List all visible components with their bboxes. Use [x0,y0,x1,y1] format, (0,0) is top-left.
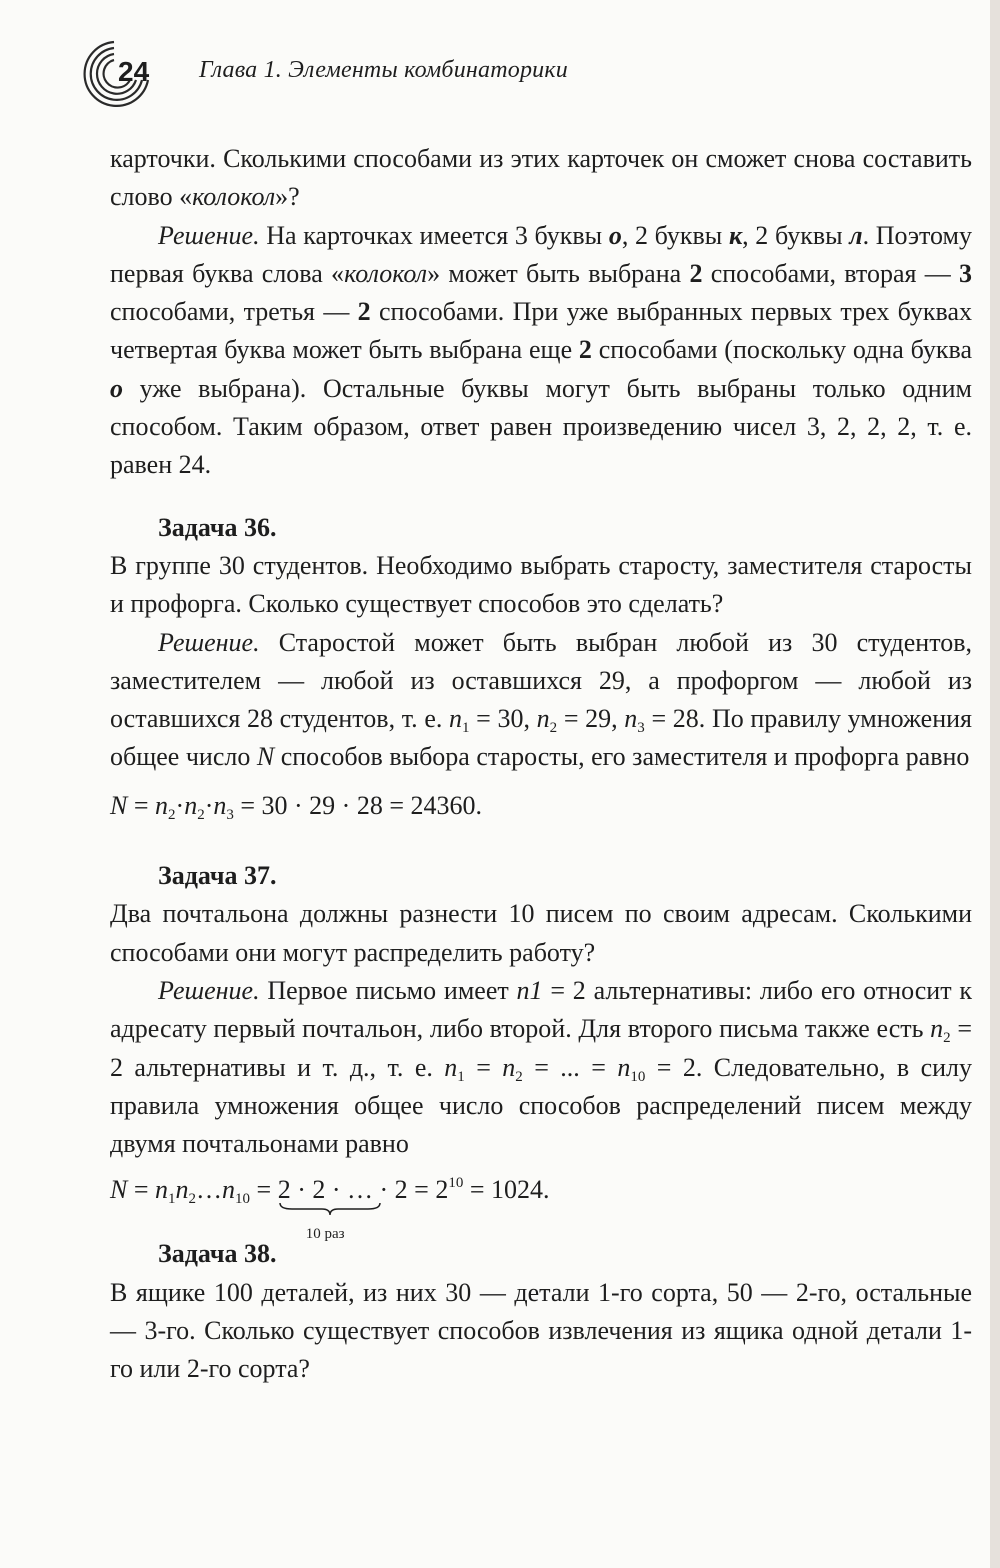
task-36-solution: Решение. Старостой может быть выбран любой из 30 студентов, заместителем — любой из оставшихся 29, а профоргом — любой из оставшихся 28 студентов, т. е. $n_1 = 30$, $n_2 = 29$, $n_3 = 28$. По правилу умножения общее число N способов выбора старосты, его заместителя и профорга равно [110,627,972,772]
underbrace-label: 10 раз [305,1226,345,1243]
underbrace-product: 2 · 2 · … · 2 10 раз [278,1171,408,1209]
task-37-text: Два почтальона должны разнести 10 писем по своим адресам. Сколькими способами они могут распределить работу? [110,899,972,967]
task-36-text: В группе 30 студентов. Необходимо выбрать старосту, заместителя старосты и профорга. Сколько существует способов это сделать? [110,550,972,619]
running-title: Глава 1. Элементы комбинаторики [199,57,568,83]
page-body [110,140,972,1389]
page-edge-shadow [990,0,1000,1568]
page-number: 24 [118,56,150,87]
task-36-formula: $N = n_2\cdot n_2\cdot n_3 = 30 \cdot 29 \cdot 28 = 24360$. [110,790,483,823]
task-36-title: Задача 36. [158,512,277,542]
task-37-formula: $N = n_1n_2\dots n_{10} = 2 \cdot 2$ · … · 2 10 раз = $2^{10} = 1024$. [110,1171,972,1235]
intro-paragraph: карточки. Сколькими способами из этих карточек он сможет снова составить слово «колокол»? [110,144,972,212]
task-38-title: Задача 38. [158,1239,277,1269]
task-38-text: В ящике 100 деталей, из них 30 — детали 1-го сорта, 50 — 2-го, остальные — 3-го. Сколько существует способов извлечения из ящика одной детали 1-го или 2-го сорта? [110,1277,972,1384]
task-37-solution: Решение. Первое письмо имеет n1 = 2 альтернативы: либо его относит к адресату первый почтальон, либо второй. Для второго письма также есть $n_2 = 2$ альтернативы и т. д., т. е. $n_1 = n_2$ = ... = $n_{10} = 2$. Следовательно, в силу правила умножения общее число способов распределений писем между двумя почтальонами равно [110,975,973,1159]
intro-solution: Решение. На карточках имеется 3 буквы о, 2 буквы к, 2 буквы л. Поэтому первая буква слова «колокол» может быть выбрана 2 способами, вторая — 3 способами, третья — 2 способами. При уже выбранных первых трех буквах четвертая буква может быть выбрана еще 2 способами (поскольку одна буква о уже выбрана). Остальные буквы могут быть выбраны только одним способом. Таким образом, ответ равен произведению чисел 3, 2, 2, 2, т. е. равен 24. [110,220,972,480]
task-37-title: Задача 37. [158,861,277,891]
page-header [78,38,958,108]
